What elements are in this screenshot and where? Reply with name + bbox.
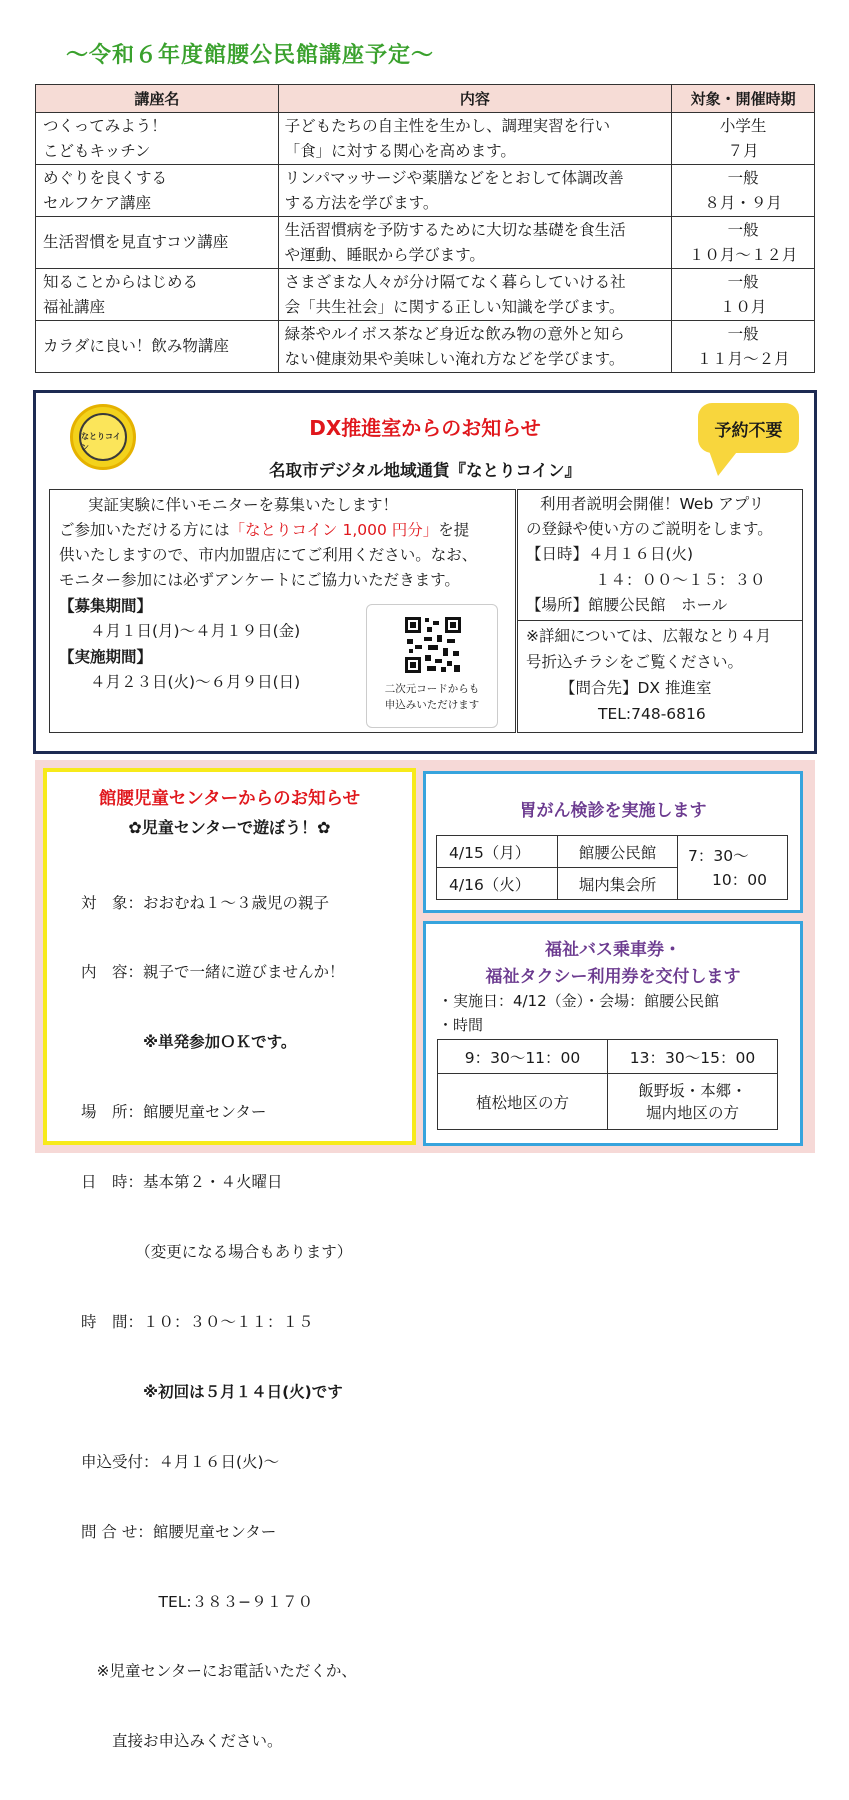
detail-line: 直接お申込みください。 xyxy=(81,1732,283,1751)
screening-date: 4/15（月） xyxy=(437,836,558,868)
detail-line: ※単発参加ＯＫです。 xyxy=(81,1033,297,1052)
gastric-screening-box xyxy=(423,771,803,913)
course-content: リンパマッサージや薬膳などをとおして体調改善 する方法を学びます。 xyxy=(278,165,671,217)
detail-line: 申込受付：４月１６日(火)〜 xyxy=(81,1452,280,1471)
table-row xyxy=(36,113,815,165)
table-row xyxy=(438,1040,778,1074)
recruit-period-dates: ４月１日(月)〜４月１９日(金) xyxy=(90,622,301,640)
natori-coin-logo-text: なとりコイン xyxy=(79,413,127,461)
bottom-notices-area xyxy=(35,760,815,1751)
gastric-screening-title: 胃がん検診を実施します xyxy=(519,801,707,821)
welfare-bus-schedule-table xyxy=(437,1039,778,1130)
table-row xyxy=(36,321,815,373)
table-row xyxy=(36,269,815,321)
table-row xyxy=(437,836,788,868)
no-reservation-badge: 予約不要 xyxy=(698,403,799,453)
time-slot: 13：30〜15：00 xyxy=(608,1040,778,1074)
course-name: 生活習慣を見直すコツ講座 xyxy=(36,217,279,269)
briefing-line-1: 利用者説明会開催！Web アプリ xyxy=(540,495,765,513)
children-center-box xyxy=(43,768,416,1751)
course-name: カラダに良い！飲み物講座 xyxy=(36,321,279,373)
detail-note-2: 号折込チラシをご覧ください。 xyxy=(526,653,744,671)
course-content: 子どもたちの自主性を生かし、調理実習を行い 「食」に対する関心を高めます。 xyxy=(278,113,671,165)
area-group: 植松地区の方 xyxy=(438,1074,608,1130)
briefing-session-panel xyxy=(517,489,803,733)
implementation-period-dates: ４月２３日(火)〜６月９日(日) xyxy=(90,673,301,691)
detail-line: 問 合 せ：館腰児童センター xyxy=(81,1522,277,1541)
course-target: 一般 １０月〜１２月 xyxy=(672,217,815,269)
briefing-info xyxy=(518,490,802,621)
course-name: 知ることからはじめる 福祉講座 xyxy=(36,269,279,321)
recruit-intro: 実証実験に伴いモニターを募集いたします！ xyxy=(88,496,399,514)
course-target: 一般 ８月・９月 xyxy=(672,165,815,217)
courses-table xyxy=(35,84,815,373)
course-target: 小学生 ７月 xyxy=(672,113,815,165)
detail-note-1: ※詳細については、広報なとり４月 xyxy=(526,627,772,645)
table-row xyxy=(36,217,815,269)
implementation-period-label: 【実施期間】 xyxy=(59,648,153,666)
course-target: 一般 １１月〜２月 xyxy=(672,321,815,373)
detail-line: ※児童センターにお電話いただくか、 xyxy=(81,1662,357,1681)
recruit-line-4: モニター参加には必ずアンケートにご協力いただきます。 xyxy=(59,571,460,589)
dx-notice-box xyxy=(33,390,817,754)
screening-place: 館腰公民館 xyxy=(558,836,678,868)
detail-line: TEL:３８３−９１７０ xyxy=(81,1592,314,1611)
qr-code-card[interactable] xyxy=(366,604,498,728)
recruit-line-3: 供いたしますので、市内加盟店にてご利用ください。なお、 xyxy=(59,546,478,564)
children-center-details xyxy=(81,845,357,1800)
contact-tel: TEL:748-6816 xyxy=(598,705,706,723)
course-content: さまざまな人々が分け隔てなく暮らしていける社 会「共生社会」に関する正しい知識を学びます。 xyxy=(278,269,671,321)
table-row xyxy=(438,1074,778,1130)
briefing-date: 【日時】４月１６日(火) xyxy=(526,545,694,563)
recruit-line-2: ご参加いただける方には「なとりコイン 1,000 円分」を提 xyxy=(59,521,470,539)
header-content: 内容 xyxy=(278,85,671,113)
dx-subtitle: 名取市デジタル地域通貨『なとりコイン』 xyxy=(268,461,581,480)
page-title: 〜令和６年度館腰公民館講座予定〜 xyxy=(66,43,435,68)
area-group: 飯野坂・本郷・ 堀内地区の方 xyxy=(608,1074,778,1130)
time-slot: 9：30〜11：00 xyxy=(438,1040,608,1074)
header-course-name: 講座名 xyxy=(36,85,279,113)
qr-caption: 二次元コードからも 申込みいただけます xyxy=(384,683,480,711)
table-header-row xyxy=(36,85,815,113)
welfare-bus-title: 福祉バス乗車券・ 福祉タクシー利用券を交付します xyxy=(485,940,741,987)
detail-line: 場 所：館腰児童センター xyxy=(81,1103,267,1122)
briefing-place: 【場所】館腰公民館 ホール xyxy=(526,596,728,614)
welfare-bus-box xyxy=(423,921,803,1146)
screening-date: 4/16（火） xyxy=(437,868,558,900)
detail-line: 対 象：おおむね１〜３歳児の親子 xyxy=(81,893,330,912)
course-name: つくってみよう！ こどもキッチン xyxy=(36,113,279,165)
detail-line: ※初回は５月１４日(火)です xyxy=(81,1382,343,1401)
course-target: 一般 １０月 xyxy=(672,269,815,321)
welfare-bus-detail: ・実施日：4/12（金）・会場：館腰公民館 xyxy=(438,992,720,1010)
detail-line: 時 間：１０：３０〜１１：１５ xyxy=(81,1312,314,1331)
qr-code-icon[interactable] xyxy=(403,615,463,675)
children-center-title: 館腰児童センターからのお知らせ xyxy=(98,789,361,809)
briefing-time: １４：００〜１５：３０ xyxy=(595,571,766,589)
contact-office: 【問合先】DX 推進室 xyxy=(560,679,712,697)
dx-title: DX推進室からのお知らせ xyxy=(309,416,541,440)
course-content: 緑茶やルイボス茶など身近な飲み物の意外と知ら ない健康効果や美味しい淹れ方などを学びます。 xyxy=(278,321,671,373)
children-center-subtitle: ✿児童センターで遊ぼう！✿ xyxy=(128,818,331,837)
course-content: 生活習慣病を予防するために大切な基礎を食生活 や運動、睡眠から学びます。 xyxy=(278,217,671,269)
recruit-period-label: 【募集期間】 xyxy=(59,597,153,615)
briefing-line-2: の登録や使い方のご説明をします。 xyxy=(526,520,773,538)
detail-line: 内 容：親子で一緒に遊びませんか！ xyxy=(81,963,345,982)
welfare-bus-time-label: ・時間 xyxy=(438,1016,484,1034)
header-target: 対象・開催時期 xyxy=(672,85,815,113)
gastric-schedule-table xyxy=(436,835,788,900)
screening-place: 堀内集会所 xyxy=(558,868,678,900)
monitor-recruit-panel xyxy=(49,489,516,733)
table-row xyxy=(36,165,815,217)
detail-line: 日 時：基本第２・４火曜日 xyxy=(81,1173,283,1192)
screening-time: 7：30〜 10：00 xyxy=(678,836,788,900)
course-name: めぐりを良くする セルフケア講座 xyxy=(36,165,279,217)
detail-line: （変更になる場合もあります） xyxy=(81,1243,353,1262)
